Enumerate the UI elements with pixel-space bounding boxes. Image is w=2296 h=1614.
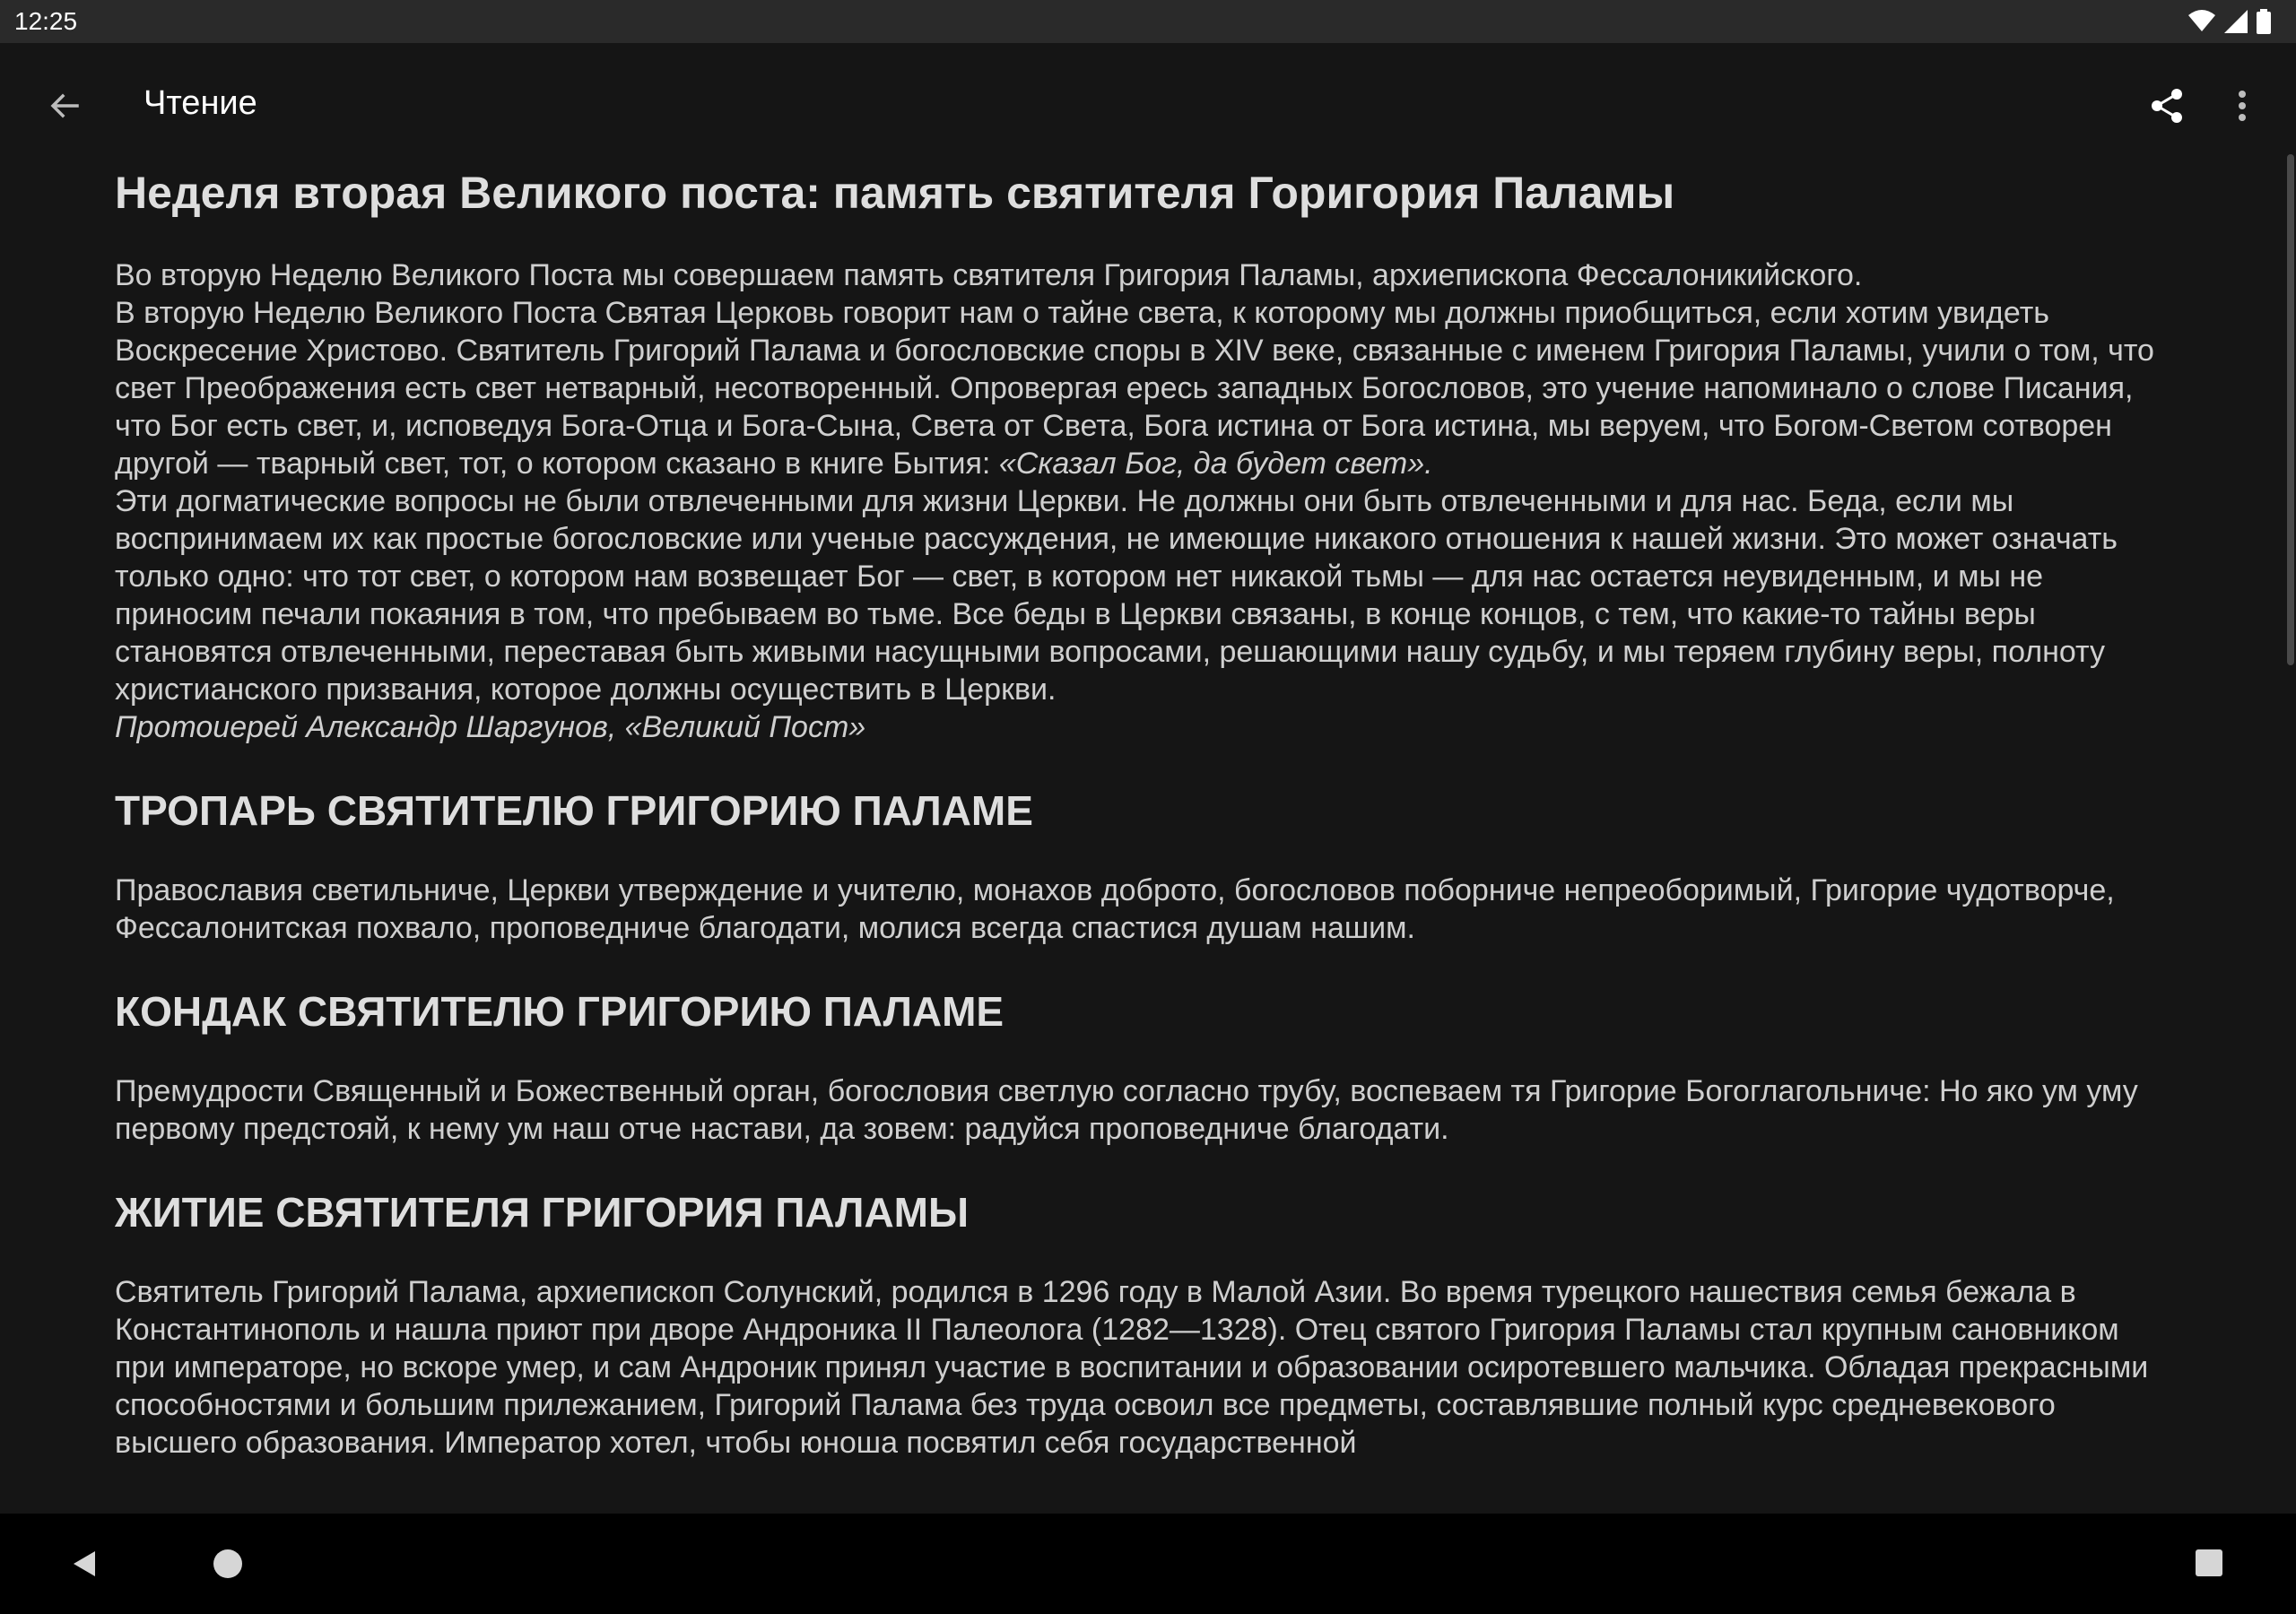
signal-icon bbox=[2224, 10, 2248, 33]
arrow-left-icon bbox=[47, 88, 83, 124]
intro-paragraph-text: В вторую Неделю Великого Поста Святая Церковь говорит нам о тайне света, к которому мы должны приобщиться, если хотим увидеть Воскресение Христово. Святитель Григорий Палама и богословские споры в XIV веке, связанные с именем Григория Паламы, учили о том, что свет Преображения есть свет нетварный, несотворенный. Опровергая ересь западных Богословов, это учение напоминало о слове Писания, что Бог есть свет, и, исповедуя Бога-Отца и Бога-Сына, Света от Света, Бога истина от Бога истина, мы веруем, что Богом-Светом сотворен другой — тварный свет, тот, о котором сказано в книге Бытия: bbox=[115, 296, 2154, 481]
more-vert-icon bbox=[2237, 90, 2248, 122]
back-button[interactable] bbox=[36, 77, 93, 134]
intro-line: Во вторую Неделю Великого Поста мы совершаем память святителя Григория Паламы, архиепископа Фессалоникийского. bbox=[115, 258, 1863, 292]
article-title: Неделя вторая Великого поста: память святителя Горигория Паламы bbox=[115, 168, 1675, 218]
intro-paragraph bbox=[115, 294, 2178, 482]
status-time: 12:25 bbox=[14, 7, 78, 35]
section-heading-life: ЖИТИЕ СВЯТИТЕЛЯ ГРИГОРИЯ ПАЛАМЫ bbox=[115, 1189, 970, 1236]
page-title: Чтение bbox=[144, 84, 257, 122]
app-bar bbox=[0, 43, 2296, 160]
battery-icon bbox=[2257, 9, 2271, 34]
genesis-quote: «Сказал Бог, да будет свет». bbox=[998, 447, 1433, 481]
dogma-paragraph: Эти догматические вопросы не были отвлеченными для жизни Церкви. Не должны они быть отвлеченными и для нас. Беда, если мы воспринимаем их как простые богословские или ученые рассуждения, не имеющие никакого отношения к нашей жизни. Это может означать только одно: что тот свет, о котором нам возвещает Бог — свет, в котором нет никакой тьмы — для нас остается неувиденным, и мы не приносим печали покаяния в том, что пребываем во тьме. Все беды в Церкви связаны, в конце концов, с тем, что какие-то тайны веры становятся отвлеченными, переставая быть живыми насущными вопросами, решающими нашу судьбу, и мы теряем глубину веры, полноту христианского призвания, которое должны осуществить в Церкви. bbox=[115, 484, 2118, 707]
system-nav-bar bbox=[0, 1514, 2296, 1614]
section-text-troparion: Православия светильниче, Церкви утверждение и учителю, монахов доброто, богословов поборниче непреоборимый, Григорие чудотворче, Фессалонитская похвало, проповедниче благодати, молися всегда спастися душам нашим. bbox=[115, 873, 2115, 945]
attribution-text: Протоиерей Александр Шаргунов, «Великий Пост» bbox=[115, 710, 866, 744]
attribution bbox=[115, 708, 2178, 746]
article-content[interactable] bbox=[115, 161, 2178, 1514]
share-icon bbox=[2149, 87, 2185, 125]
section-text-life: Святитель Григорий Палама, архиепископ Солунский, родился в 1296 году в Малой Азии. Во время турецкого нашествия семья бежала в Константинополь и нашла приют при дворе Андроника II Палеолога (1282—1328). Отец святого Григория Паламы стал крупным сановником при императоре, но вскоре умер, и сам Андроник принял участие в воспитании и образовании осиротевшего мальчика. Обладая прекрасными способностями и большим прилежанием, Григорий Палама без труда освоил все предметы, составлявшие полный курс средневекового высшего образования. Император хотел, чтобы юноша посвятил себя государственной bbox=[115, 1275, 2149, 1460]
section-heading-troparion: ТРОПАРЬ СВЯТИТЕЛЮ ГРИГОРИЮ ПАЛАМЕ bbox=[115, 787, 1033, 834]
section-heading-kontakion: КОНДАК СВЯТИТЕЛЮ ГРИГОРИЮ ПАЛАМЕ bbox=[115, 988, 1004, 1035]
share-button[interactable] bbox=[2138, 77, 2196, 134]
nav-back-icon[interactable] bbox=[68, 1548, 100, 1580]
scrollbar-thumb[interactable] bbox=[2287, 154, 2294, 665]
wifi-icon bbox=[2188, 10, 2215, 33]
status-bar bbox=[0, 0, 2296, 43]
status-icons bbox=[2188, 9, 2271, 34]
nav-home-icon[interactable] bbox=[213, 1549, 242, 1578]
section-text-kontakion: Премудрости Священный и Божественный орган, богословия светлую согласно трубу, воспеваем тя Григорие Богоглагольниче: Но яко ум уму первому предстояй, к нему ум наш отче настави, да зовем: радуйся проповедниче благодати. bbox=[115, 1074, 2138, 1146]
more-options-button[interactable] bbox=[2213, 77, 2271, 134]
nav-recents-icon[interactable] bbox=[2196, 1549, 2222, 1576]
